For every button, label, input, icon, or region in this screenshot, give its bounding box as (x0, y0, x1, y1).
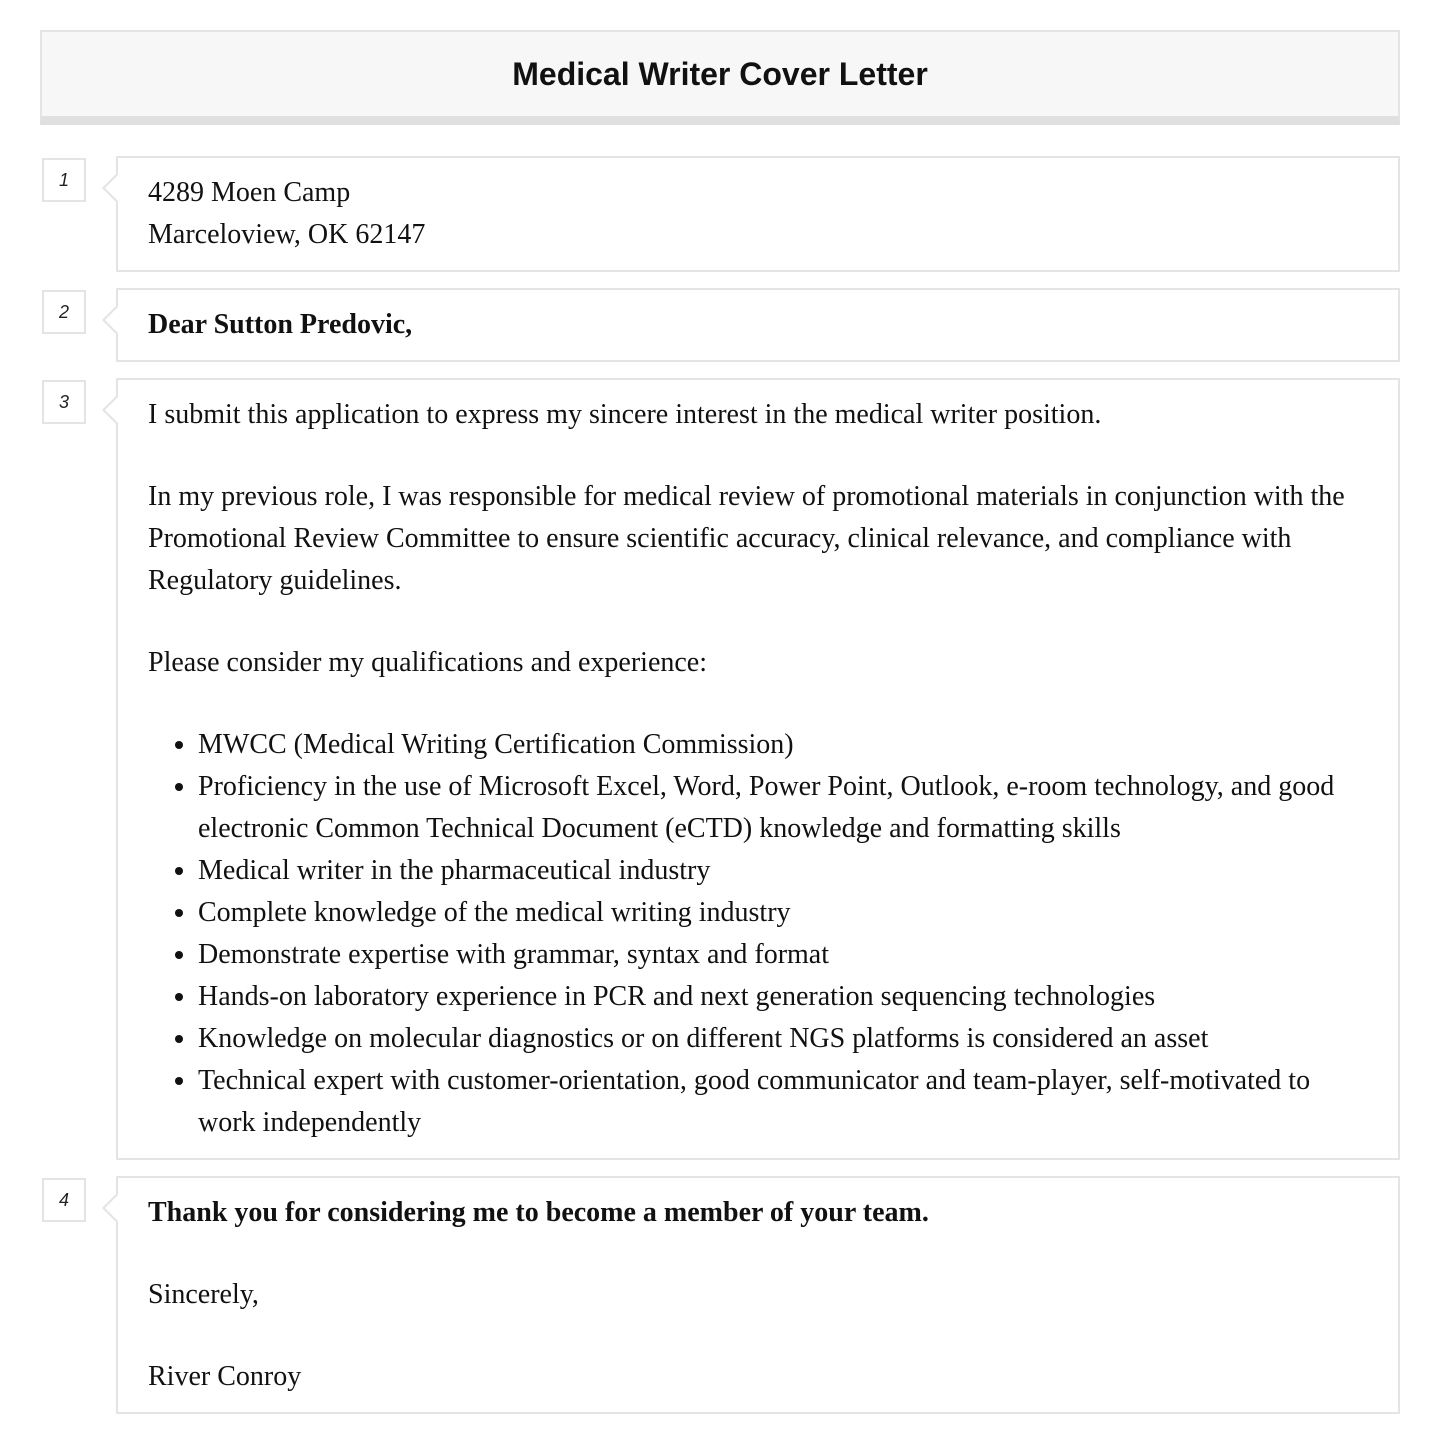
list-item: • Proficiency in the use of Microsoft Excel, Word, Power Point, Outlook, e-room technology, and good electronic Common Technical Document (eCTD) knowledge and formatting skills (198, 766, 1368, 850)
address-line-1: 4289 Moen Camp (148, 177, 351, 208)
qualifications-lead: Please consider my qualifications and experience: (148, 647, 708, 678)
greeting-card (116, 288, 1400, 362)
address-line-2: Marceloview, OK 62147 (148, 219, 426, 250)
list-item: • Medical writer in the pharmaceutical industry (198, 850, 1368, 892)
document-header (40, 30, 1400, 125)
list-item: • Knowledge on molecular diagnostics or on different NGS platforms is considered an asset (198, 1018, 1368, 1060)
thanks-line: Thank you for considering me to become a member of your team. (148, 1197, 929, 1228)
list-item: • Demonstrate expertise with grammar, syntax and format (198, 934, 1368, 976)
greeting: Dear Sutton Predovic, (148, 309, 413, 340)
intro-paragraph: I submit this application to express my sincere interest in the medical writer position. (148, 399, 1102, 430)
list-item: • Technical expert with customer-orientation, good communicator and team-player, self-motivated to work independently (198, 1060, 1368, 1144)
closing-line: Sincerely, (148, 1279, 259, 1310)
previous-role-paragraph: In my previous role, I was responsible for medical review of promotional materials in conjunction with the Promotional Review Committee to ensure scientific accuracy, clinical relevance, and compliance with Regulatory guidelines. (148, 481, 1345, 596)
page-title: Medical Writer Cover Letter (512, 55, 928, 92)
section-number: 3 (42, 380, 86, 424)
list-item: • Complete knowledge of the medical writing industry (198, 892, 1368, 934)
list-item: • Hands-on laboratory experience in PCR and next generation sequencing technologies (198, 976, 1368, 1018)
section-number: 1 (42, 158, 86, 202)
address-card (116, 156, 1400, 272)
signature: River Conroy (148, 1361, 302, 1392)
qualifications-list (148, 724, 1368, 1144)
section-number: 4 (42, 1178, 86, 1222)
section-number: 2 (42, 290, 86, 334)
body-card (116, 378, 1400, 1160)
closing-card (116, 1176, 1400, 1414)
list-item: • MWCC (Medical Writing Certification Commission) (198, 724, 1368, 766)
